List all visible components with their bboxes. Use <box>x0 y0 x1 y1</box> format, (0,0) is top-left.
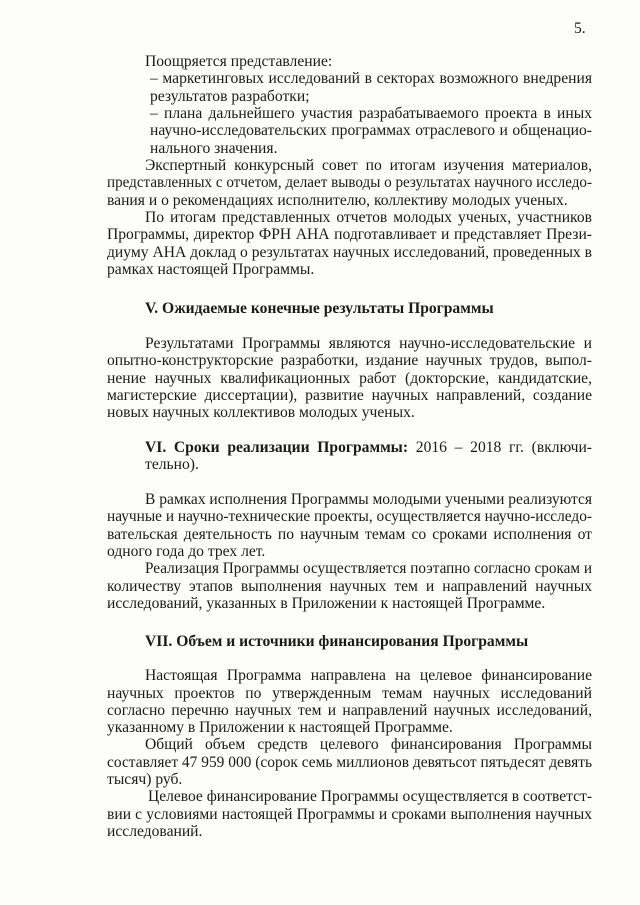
text-line <box>145 209 592 227</box>
text-line-text: Поощряется представление: <box>145 53 333 70</box>
text-line-text: научные и научно-технические проекты, осуществляется научно-исследо- <box>107 508 592 525</box>
text-line-text: Программы, директор ФРН АНА подготавливает и представляет Прези- <box>107 226 592 243</box>
section-heading-line-text <box>145 439 592 457</box>
page-number: 5. <box>574 20 586 37</box>
text-line-text: нального значения. <box>150 140 278 157</box>
text-line <box>107 352 592 370</box>
text-line <box>107 404 592 422</box>
text-line <box>145 491 592 509</box>
text-line-text: исследований. <box>107 823 203 840</box>
text-line-text: Реализация Программы осуществляется поэтапно согласно срокам и <box>145 560 592 577</box>
text-line-text: составляет 47 959 000 (сорок семь миллионов девятьсот пятьдесят девять <box>107 754 592 771</box>
section-heading <box>145 300 592 318</box>
text-line-text: вания и о рекомендациях исполнителю, коллективу молодых ученых. <box>107 192 568 209</box>
text-line <box>107 244 592 262</box>
text-line <box>107 823 592 841</box>
section-heading-period: 2016 – 2018 гг. (включи- <box>415 439 592 456</box>
text-line-text: исследований, указанных в Приложении к настоящей Программе. <box>107 595 546 612</box>
text-line <box>107 543 592 561</box>
text-line-text: По итогам представленных отчетов молодых ученых, участников <box>145 209 592 226</box>
text-line <box>107 578 592 596</box>
text-line <box>107 526 592 544</box>
text-line-text: В рамках исполнения Программы молодыми учеными реализуются <box>145 491 592 508</box>
text-line-text: Общий объем средств целевого финансирования Программы <box>145 736 592 753</box>
text-line-text: результатов разработки; <box>150 88 310 105</box>
list-item <box>150 105 592 123</box>
text-line <box>107 508 592 526</box>
text-line-text: новых научных коллективов молодых ученых. <box>107 404 415 421</box>
section-heading-period-text: тельно). <box>145 456 199 473</box>
text-line <box>107 702 592 720</box>
text-line-text: представленных с отчетом, делает выводы о результатах научного исследо- <box>107 174 592 191</box>
text-line-text: опытно-конструкторские разработки, издание научных трудов, выпол- <box>107 352 592 369</box>
text-line-text: Экспертный конкурсный совет по итогам изучения материалов, <box>145 157 592 174</box>
text-line <box>145 736 592 754</box>
list-item-text: – плана дальнейшего участия разрабатываемого проекта в иных <box>150 105 592 122</box>
text-line-text: тысяч) руб. <box>107 771 183 788</box>
text-line <box>107 261 592 279</box>
section-heading-text: VII. Объем и источники финансирования Программы <box>145 633 529 650</box>
text-line <box>150 140 592 158</box>
text-line-text: магистерские диссертации), развитие научных направлений, создание <box>107 387 592 404</box>
text-line <box>107 595 592 613</box>
list-item <box>150 70 592 88</box>
text-line <box>150 122 592 140</box>
text-line <box>145 335 592 353</box>
section-heading <box>145 633 592 651</box>
text-line-text: научно-исследовательских программах отраслевого и общенацио- <box>150 122 592 139</box>
text-line-text: научных проектов по утвержденным темам научных исследований <box>107 685 592 702</box>
text-line <box>107 192 592 210</box>
text-line-text: количеству этапов выполнения научных тем и направлений научных <box>107 578 592 595</box>
text-line-text: указанному в Приложении к настоящей Программе. <box>107 719 453 736</box>
text-line-text: одного года до трех лет. <box>107 543 266 560</box>
text-line-text: рамках настоящей Программы. <box>107 261 315 278</box>
text-line <box>145 157 592 175</box>
text-line <box>145 560 592 578</box>
section-heading-line <box>145 439 592 457</box>
text-line <box>150 88 592 106</box>
text-line <box>148 788 592 806</box>
section-heading-period-continued <box>145 456 592 474</box>
text-line <box>107 174 592 192</box>
text-line <box>107 719 592 737</box>
text-line-text: диуму АНА доклад о результатах научных исследований, проведенных в <box>107 244 592 261</box>
text-line <box>145 667 592 685</box>
text-line-text: вии с условиями настоящей Программы и сроками выполнения научных <box>107 806 592 823</box>
text-line <box>107 387 592 405</box>
text-line <box>107 226 592 244</box>
text-line <box>107 806 592 824</box>
section-heading: VI. Сроки реализации Программы: <box>145 439 409 456</box>
text-line-text: Результатами Программы являются научно-исследовательские и <box>145 335 592 352</box>
text-line-text: нение научных квалификационных работ (докторские, кандидатские, <box>107 370 592 387</box>
list-item-text: – маркетинговых исследований в секторах возможного внедрения <box>150 70 592 87</box>
text-line <box>107 771 592 789</box>
text-line-text: Настоящая Программа направлена на целевое финансирование <box>145 667 592 684</box>
text-line-text: вательская деятельность по научным темам со сроками исполнения от <box>107 526 592 543</box>
text-line-text: Целевое финансирование Программы осуществляется в соответст- <box>148 788 592 805</box>
text-line <box>107 685 592 703</box>
text-line <box>107 754 592 772</box>
text-line <box>107 370 592 388</box>
text-line <box>145 53 592 71</box>
text-line-text: согласно перечню научных тем и направлений научных исследований, <box>107 702 592 719</box>
section-heading-text: V. Ожидаемые конечные результаты Программы <box>145 300 494 317</box>
